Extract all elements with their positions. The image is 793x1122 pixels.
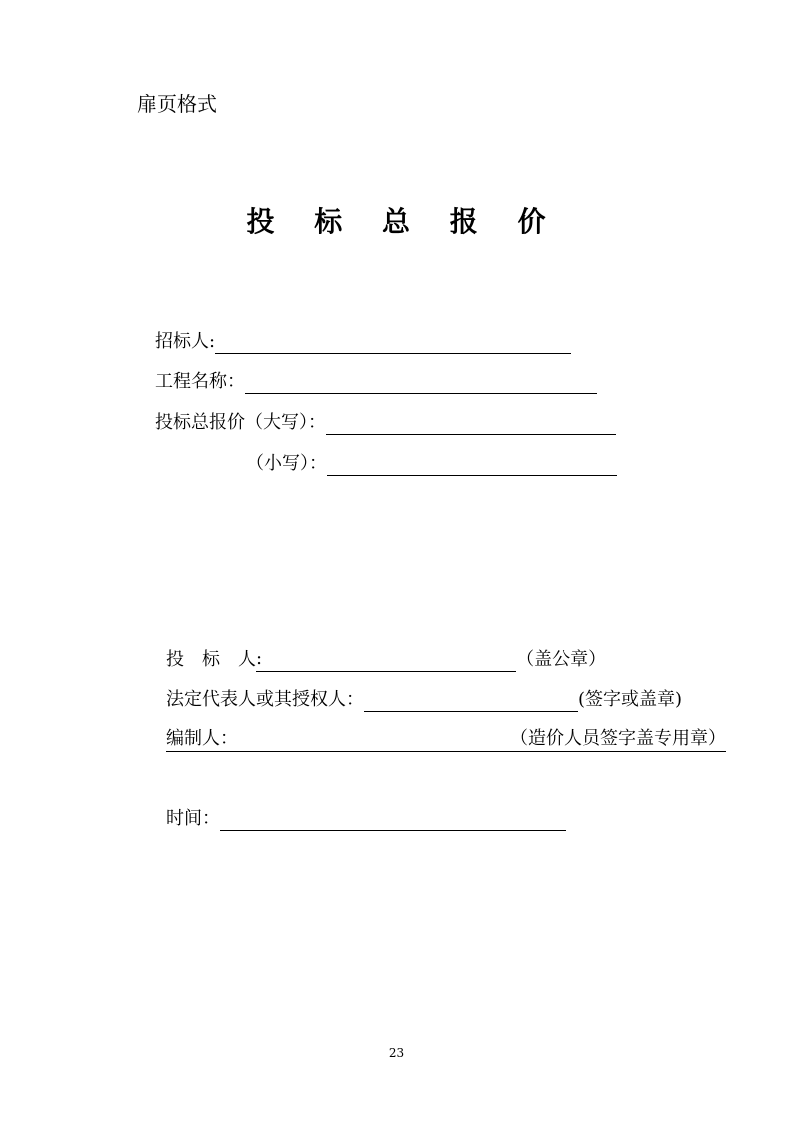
title-char: 总: [381, 205, 411, 238]
project-name-field: [155, 370, 597, 394]
header-note: 扉页格式: [137, 92, 217, 116]
compiler-note: （造价人员签字盖专用章）: [510, 728, 726, 749]
page-number: 23: [388, 1046, 405, 1060]
legal-rep-note: (签字或盖章): [578, 689, 683, 710]
bidder-colon: :: [256, 647, 262, 672]
total-price-upper-line[interactable]: [326, 414, 616, 435]
legal-rep-field: [166, 688, 682, 712]
title-char: 报: [449, 205, 479, 238]
time-field: [166, 807, 566, 831]
total-price-lower-field: [246, 452, 617, 476]
total-price-upper-label: 投标总报价（大写）：: [155, 412, 326, 433]
title-char: 标: [314, 205, 344, 238]
bidder-label-char: 标: [202, 649, 220, 670]
total-price-lower-label: （小写）：: [246, 453, 327, 474]
tenderer-field: [155, 330, 571, 354]
time-line[interactable]: [220, 810, 566, 831]
total-price-lower-line[interactable]: [327, 455, 617, 476]
tenderer-label: 招标人:: [155, 331, 216, 352]
bidder-field: [166, 648, 606, 672]
legal-rep-line[interactable]: [364, 691, 578, 712]
bidder-note: （盖公章）: [516, 649, 607, 670]
bidder-line[interactable]: [262, 651, 516, 672]
title-char: 投: [246, 205, 276, 238]
compiler-label: 编制人：: [166, 728, 238, 749]
project-name-label: 工程名称：: [155, 371, 245, 392]
legal-rep-label: 法定代表人或其授权人：: [166, 689, 364, 710]
compiler-field[interactable]: [166, 727, 726, 752]
total-price-upper-field: [155, 411, 616, 435]
bidder-label-char: 人: [238, 649, 256, 670]
bidder-label-char: 投: [166, 649, 184, 670]
time-label: 时间：: [166, 808, 220, 829]
title-char: 价: [517, 205, 547, 238]
tenderer-line[interactable]: [215, 333, 571, 354]
project-name-line[interactable]: [245, 373, 597, 394]
page-title: [0, 200, 793, 240]
